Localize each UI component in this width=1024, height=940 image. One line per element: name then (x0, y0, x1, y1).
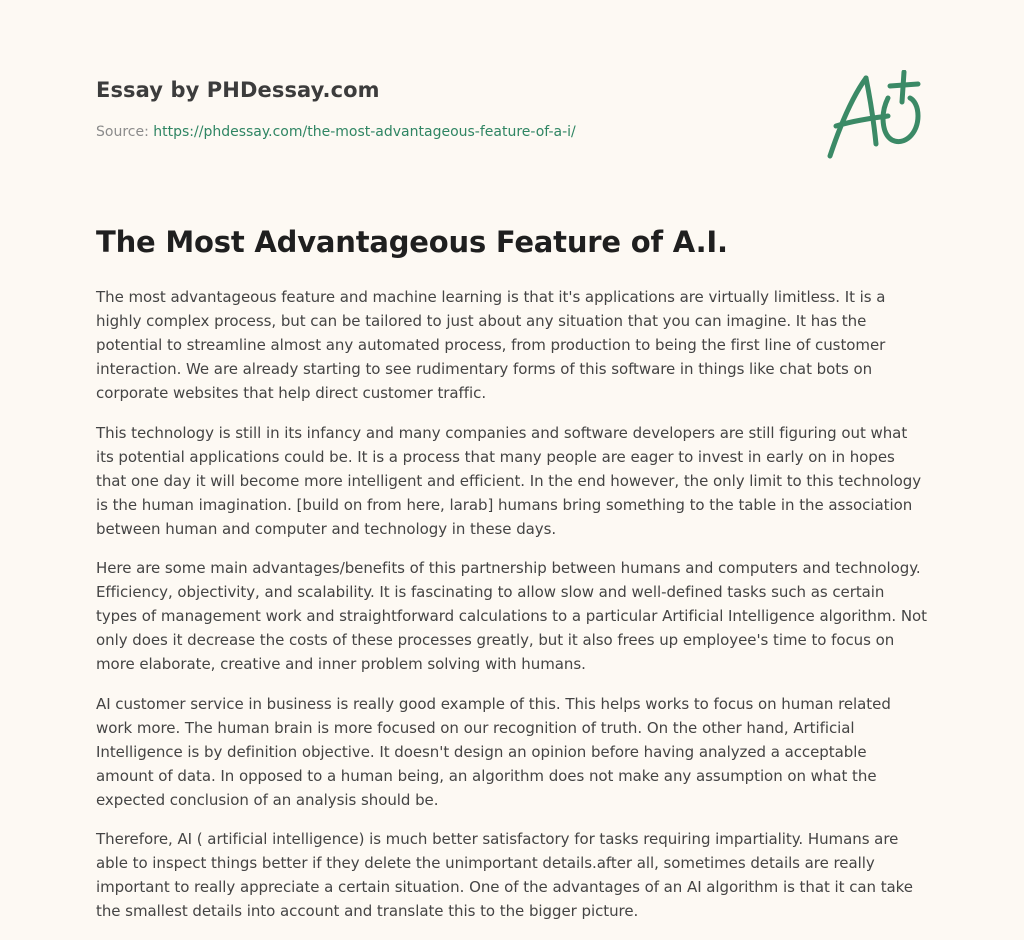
brand-title: Essay by PHDessay.com (96, 78, 380, 102)
source-label: Source: (96, 124, 149, 140)
paragraph: AI customer service in business is really good example of this. This helps works to focus on human related work more. The human brain is more focused on our recognition of truth. On the other hand, Artificial Intelligence is by definition objective. It doesn't design an opinion before having analyzed a acceptable amount of data. In opposed to a human being, an algorithm does not make any assumption on what the expected conclusion of an analysis should be. (96, 694, 891, 809)
paragraph: The most advantageous feature and machine learning is that it's applications are virtually limitless. It is a highly complex process, but can be tailored to just about any situation that you can imagine. It has the potential to streamline almost any automated process, from production to being the first line of customer interaction. We are already starting to see rudimentary forms of this software in things like chat bots on corporate websites that help direct customer traffic. (96, 288, 886, 402)
source-line (96, 124, 576, 140)
article-title: The Most Advantageous Feature of A.I. (96, 225, 728, 259)
a-plus-logo-icon (826, 70, 926, 162)
paragraph: Therefore, AI ( artificial intelligence) is much better satisfactory for tasks requiring impartiality. Humans are able to inspect things better if they delete the unimportant details.after all, sometimes details are really important to really appreciate a certain situation. One of the advantages of an AI algorithm is that it can take the smallest details into account and translate this to the bigger picture. (96, 830, 913, 920)
article-body (96, 285, 928, 939)
paragraph: This technology is still in its infancy and many companies and software developers are still figuring out what its potential applications could be. It is a process that many people are eager to invest in early on in hopes that one day it will become more intelligent and efficient. In the end however, the only limit to this technology is the human imagination. [build on from here, larab] humans bring something to the table in the association between human and computer and technology in these days. (96, 423, 922, 538)
source-link[interactable]: https://phdessay.com/the-most-advantageous-feature-of-a-i/ (153, 124, 576, 140)
paragraph: Here are some main advantages/benefits of this partnership between humans and computers and technology. Efficiency, objectivity, and scalability. It is fascinating to allow slow and well-defined tasks such as certain types of management work and straightforward calculations to a particular Artificial Intelligence algorithm. Not only does it decrease the costs of these processes greatly, but it also frees up employee's time to focus on more elaborate, creative and inner problem solving with humans. (96, 559, 927, 673)
